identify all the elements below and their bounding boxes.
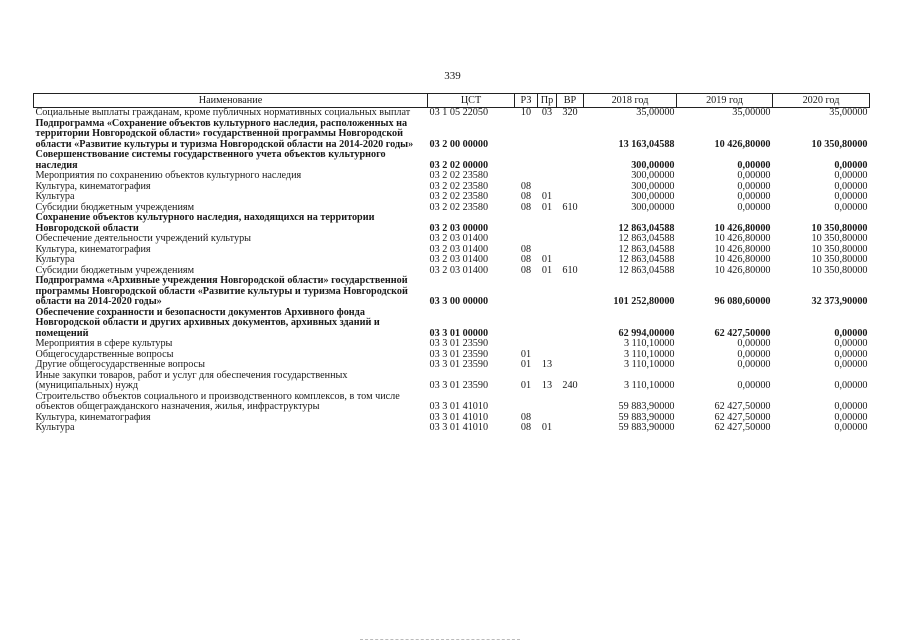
cell-y2019: 0,00000 bbox=[737, 180, 771, 192]
cell-name: Культура bbox=[35, 422, 75, 433]
cell-rz: 08 bbox=[520, 191, 532, 202]
cell-y2020: 0,00000 bbox=[834, 401, 868, 412]
cell-cst: 03 2 03 01400 bbox=[429, 233, 489, 244]
cell-y2019: 0,00000 bbox=[737, 201, 771, 213]
cell-cst: 03 2 02 23580 bbox=[429, 201, 489, 213]
cell-pr: 01 bbox=[541, 201, 553, 213]
cell-y2020: 10 350,80000 bbox=[811, 138, 868, 150]
cell-y2019: 62 427,50000 bbox=[714, 411, 771, 423]
cell-y2019: 62 427,50000 bbox=[714, 401, 771, 412]
cell-y2020: 10 350,80000 bbox=[811, 243, 868, 255]
cell-cst: 03 2 02 00000 bbox=[429, 159, 489, 171]
header-name: Наименование bbox=[34, 94, 428, 108]
cell-y2018: 59 883,90000 bbox=[618, 401, 675, 412]
cell-y2018: 3 110,10000 bbox=[623, 348, 675, 360]
table-body bbox=[34, 108, 870, 434]
cell-vr bbox=[557, 234, 584, 245]
cell-y2018: 3 110,10000 bbox=[623, 359, 675, 370]
cell-y2018: 101 252,80000 bbox=[613, 296, 675, 307]
cell-y2020: 0,00000 bbox=[834, 180, 868, 192]
cell-name: Субсидии бюджетным учреждениям bbox=[35, 201, 195, 213]
table-row bbox=[34, 308, 870, 340]
cell-rz: 01 bbox=[520, 359, 532, 370]
cell-name: Субсидии бюджетным учреждениям bbox=[35, 264, 195, 276]
cell-y2020: 10 350,80000 bbox=[811, 222, 868, 234]
cell-rz bbox=[515, 392, 538, 413]
table-row bbox=[34, 234, 870, 245]
cell-cst: 03 3 00 00000 bbox=[429, 296, 489, 307]
cell-rz bbox=[515, 171, 538, 182]
cell-name: Культура, кинематография bbox=[35, 243, 151, 255]
cell-vr bbox=[557, 192, 584, 203]
cell-pr bbox=[538, 150, 557, 171]
header-2019: 2019 год bbox=[677, 94, 773, 108]
table-row bbox=[34, 360, 870, 371]
table-row bbox=[34, 276, 870, 308]
cell-pr bbox=[538, 119, 557, 151]
cell-y2018: 13 163,04588 bbox=[618, 138, 675, 150]
cell-vr bbox=[557, 392, 584, 413]
cell-y2018: 300,00000 bbox=[631, 201, 675, 213]
table-row bbox=[34, 392, 870, 413]
cell-rz bbox=[515, 150, 538, 171]
cell-y2020: 10 350,80000 bbox=[811, 264, 868, 276]
cell-y2020: 35,00000 bbox=[829, 107, 868, 118]
cell-y2020: 10 350,80000 bbox=[811, 233, 868, 244]
table-row bbox=[34, 255, 870, 266]
cell-name: Культура bbox=[35, 191, 75, 202]
cell-cst: 03 3 01 41010 bbox=[429, 411, 489, 423]
cell-name: Обеспечение сохранности и безопасности документов Архивного фонда Новгородской области и других архивных документов, архивных зданий и помещений bbox=[35, 306, 380, 339]
table-row bbox=[34, 171, 870, 182]
header-pr: Пр bbox=[538, 94, 557, 108]
cell-rz: 01 bbox=[520, 380, 532, 391]
cell-rz: 08 bbox=[520, 243, 532, 255]
cell-rz: 08 bbox=[520, 264, 532, 276]
cell-rz: 08 bbox=[520, 254, 532, 265]
cell-name: Подпрограмма «Сохранение объектов культурного наследия, расположенных на территории Новгородской области» государственной программы Новгородской области «Развитие культуры и туризма Новгородской области на 2014-2020 годы» bbox=[35, 117, 414, 150]
cell-rz bbox=[515, 213, 538, 234]
cell-cst: 03 2 02 23580 bbox=[429, 191, 489, 202]
cell-y2020: 10 350,80000 bbox=[811, 254, 868, 265]
cell-pr bbox=[538, 171, 557, 182]
cell-y2020: 0,00000 bbox=[834, 327, 868, 339]
cell-y2019: 0,00000 bbox=[737, 159, 771, 171]
cell-y2018: 3 110,10000 bbox=[623, 380, 675, 391]
cell-y2018: 300,00000 bbox=[631, 159, 675, 171]
cell-vr: 610 bbox=[562, 201, 578, 213]
cell-pr: 01 bbox=[541, 422, 553, 433]
cell-name: Мероприятия по сохранению объектов культурного наследия bbox=[35, 170, 302, 181]
header-vr: ВР bbox=[557, 94, 584, 108]
cell-y2020: 32 373,90000 bbox=[811, 296, 868, 307]
cell-y2019: 35,00000 bbox=[732, 107, 771, 118]
cell-vr bbox=[557, 255, 584, 266]
cell-y2020: 0,00000 bbox=[834, 201, 868, 213]
cell-y2019: 0,00000 bbox=[737, 191, 771, 202]
cell-y2018: 59 883,90000 bbox=[618, 422, 675, 433]
cell-cst: 03 3 01 23590 bbox=[429, 359, 489, 370]
table-row bbox=[34, 108, 870, 119]
cell-y2020: 0,00000 bbox=[834, 411, 868, 423]
table-row bbox=[34, 150, 870, 171]
cell-y2019: 0,00000 bbox=[737, 170, 771, 181]
cell-name: Культура, кинематография bbox=[35, 180, 151, 192]
cell-name: Подпрограмма «Архивные учреждения Новгородской области» государственной программы Новгородской области «Развитие культуры и туризма Новгородской области на 2014-2020 годы» bbox=[35, 275, 408, 307]
cell-y2019: 0,00000 bbox=[737, 348, 771, 360]
cell-y2019: 62 427,50000 bbox=[714, 422, 771, 433]
cell-y2018: 12 863,04588 bbox=[618, 264, 675, 276]
header-2020: 2020 год bbox=[773, 94, 870, 108]
cell-pr: 13 bbox=[541, 359, 553, 370]
cell-cst: 03 2 03 01400 bbox=[429, 254, 489, 265]
cell-pr bbox=[538, 234, 557, 245]
cell-cst: 03 3 01 00000 bbox=[429, 327, 489, 339]
cell-vr bbox=[557, 360, 584, 371]
cell-vr bbox=[557, 182, 584, 193]
cell-cst: 03 3 01 41010 bbox=[429, 422, 489, 433]
cell-cst: 03 2 02 23580 bbox=[429, 180, 489, 192]
cell-rz bbox=[515, 308, 538, 340]
cell-rz: 08 bbox=[520, 411, 532, 423]
cell-y2020: 0,00000 bbox=[834, 191, 868, 202]
cell-rz bbox=[515, 119, 538, 151]
cell-y2019: 96 080,60000 bbox=[714, 296, 771, 307]
cell-y2019: 0,00000 bbox=[737, 380, 771, 391]
cell-vr bbox=[557, 150, 584, 171]
cell-y2018: 35,00000 bbox=[636, 107, 675, 118]
cell-vr: 610 bbox=[562, 264, 578, 276]
cell-cst: 03 2 03 01400 bbox=[429, 243, 489, 255]
cell-vr bbox=[557, 350, 584, 361]
cell-rz: 08 bbox=[520, 201, 532, 213]
table-row bbox=[34, 339, 870, 350]
cell-pr: 01 bbox=[541, 191, 553, 202]
cell-cst: 03 1 05 22050 bbox=[429, 107, 489, 118]
cell-name: Строительство объектов социального и производственного комплексов, в том числе объектов общегражданского назначения, жилья, инфраструктуры bbox=[35, 390, 400, 412]
cell-y2019: 10 426,80000 bbox=[714, 222, 771, 234]
cell-pr bbox=[538, 213, 557, 234]
cell-vr bbox=[557, 423, 584, 434]
cell-name: Мероприятия в сфере культуры bbox=[35, 338, 173, 349]
cell-y2018: 12 863,04588 bbox=[618, 254, 675, 265]
cell-rz bbox=[515, 339, 538, 350]
cell-cst: 03 2 03 01400 bbox=[429, 264, 489, 276]
cell-cst: 03 3 01 23590 bbox=[429, 338, 489, 349]
table-row bbox=[34, 192, 870, 203]
cell-vr bbox=[557, 339, 584, 350]
cell-y2018: 12 863,04588 bbox=[618, 222, 675, 234]
table-row bbox=[34, 213, 870, 234]
cell-cst: 03 3 01 41010 bbox=[429, 401, 489, 412]
cell-name: Общегосударственные вопросы bbox=[35, 348, 174, 360]
cell-rz: 08 bbox=[520, 422, 532, 433]
cell-y2018: 62 994,00000 bbox=[618, 327, 675, 339]
cell-cst: 03 3 01 23590 bbox=[429, 380, 489, 391]
cell-pr bbox=[538, 392, 557, 413]
cell-cst: 03 2 03 00000 bbox=[429, 222, 489, 234]
page-number: 339 bbox=[444, 70, 461, 82]
cell-y2020: 0,00000 bbox=[834, 359, 868, 370]
cell-y2020: 0,00000 bbox=[834, 380, 868, 391]
cell-y2019: 0,00000 bbox=[737, 338, 771, 349]
cell-rz: 01 bbox=[520, 348, 532, 360]
cell-vr bbox=[557, 245, 584, 256]
cell-y2018: 300,00000 bbox=[631, 170, 675, 181]
cell-pr bbox=[538, 308, 557, 340]
cell-pr: 03 bbox=[541, 107, 553, 118]
cell-rz bbox=[515, 234, 538, 245]
table-row bbox=[34, 423, 870, 434]
cell-name: Культура bbox=[35, 254, 75, 265]
cell-y2020: 0,00000 bbox=[834, 338, 868, 349]
cell-y2020: 0,00000 bbox=[834, 170, 868, 181]
budget-table bbox=[33, 93, 870, 434]
cell-vr bbox=[557, 171, 584, 182]
cell-name: Сохранение объектов культурного наследия, находящихся на территории Новгородской области bbox=[35, 212, 375, 234]
cell-name: Другие общегосударственные вопросы bbox=[35, 359, 205, 370]
cell-y2020: 0,00000 bbox=[834, 348, 868, 360]
cell-vr bbox=[557, 308, 584, 340]
cell-y2019: 10 426,80000 bbox=[714, 264, 771, 276]
cell-y2020: 0,00000 bbox=[834, 159, 868, 171]
table-row bbox=[34, 371, 870, 392]
cell-rz bbox=[515, 276, 538, 308]
cell-pr bbox=[538, 339, 557, 350]
cell-y2019: 10 426,80000 bbox=[714, 233, 771, 244]
cell-vr bbox=[557, 213, 584, 234]
cell-cst: 03 3 01 23590 bbox=[429, 348, 489, 360]
cell-y2018: 300,00000 bbox=[631, 191, 675, 202]
table-header-row bbox=[34, 94, 870, 108]
cell-y2019: 10 426,80000 bbox=[714, 243, 771, 255]
cell-name: Культура, кинематография bbox=[35, 411, 151, 423]
cell-cst: 03 2 02 23580 bbox=[429, 170, 489, 181]
cell-vr bbox=[557, 276, 584, 308]
cell-y2020: 0,00000 bbox=[834, 422, 868, 433]
cell-vr bbox=[557, 413, 584, 424]
cell-pr: 01 bbox=[541, 254, 553, 265]
cell-name: Иные закупки товаров, работ и услуг для обеспечения государственных (муниципальных) нужд bbox=[35, 369, 348, 391]
header-rz: РЗ bbox=[515, 94, 538, 108]
cell-y2019: 10 426,80000 bbox=[714, 138, 771, 150]
cell-y2018: 59 883,90000 bbox=[618, 411, 675, 423]
cell-y2018: 300,00000 bbox=[631, 180, 675, 192]
cell-name: Совершенствование системы государственного учета объектов культурного наследия bbox=[35, 149, 386, 171]
header-2018: 2018 год bbox=[584, 94, 677, 108]
cell-rz: 10 bbox=[520, 107, 532, 118]
header-cst: ЦСТ bbox=[428, 94, 515, 108]
cell-y2018: 12 863,04588 bbox=[618, 233, 675, 244]
cell-y2018: 12 863,04588 bbox=[618, 243, 675, 255]
cell-name: Обеспечение деятельности учреждений культуры bbox=[35, 233, 252, 244]
cell-pr bbox=[538, 276, 557, 308]
cell-name: Социальные выплаты гражданам, кроме публичных нормативных социальных выплат bbox=[35, 107, 411, 118]
cell-y2019: 10 426,80000 bbox=[714, 254, 771, 265]
cell-y2019: 0,00000 bbox=[737, 359, 771, 370]
cell-pr: 01 bbox=[541, 264, 553, 276]
cell-vr bbox=[557, 119, 584, 151]
cell-cst: 03 2 00 00000 bbox=[429, 138, 489, 150]
cell-vr: 240 bbox=[562, 380, 578, 391]
cell-vr: 320 bbox=[562, 107, 578, 118]
table-row bbox=[34, 119, 870, 151]
cell-y2019: 62 427,50000 bbox=[714, 327, 771, 339]
cell-y2018: 3 110,10000 bbox=[623, 338, 675, 349]
cell-pr: 13 bbox=[541, 380, 553, 391]
cell-rz: 08 bbox=[520, 180, 532, 192]
